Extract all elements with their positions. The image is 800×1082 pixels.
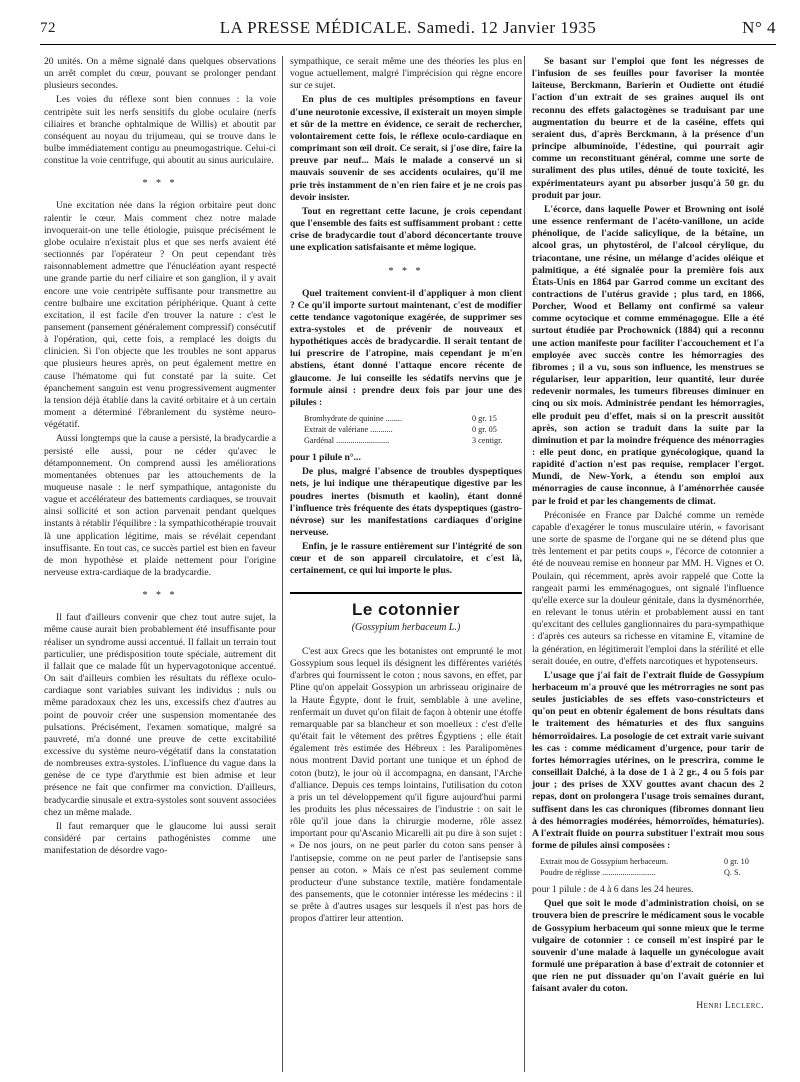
formula-row: [290, 424, 522, 435]
paragraph: pour 1 pilule : de 4 à 6 dans les 24 heures.: [532, 884, 694, 896]
paragraph: Il faut d'ailleurs convenir que chez tout autre sujet, la même cause aurait bien probablement été insuffisante pour réaliser un syndrome aussi accentué. Il fallait un terrain tout particulier, une prédisposition toute spéciale, autrement dit il fallait que ce malade fût un hypervagotonique accentué. On sait d'ailleurs combien les résultats du réflexe oculo-cardiaque sont variables suivant les individus : nuls ou même paradoxaux chez les uns, excessifs chez d'autres au point de pouvoir créer une suspension momentanée des pulsations. Précisément, l'examen somatique, malgré sa pauvreté, m'a donné une preuve de cette excitabilité excessive du système neuro-végétatif dans la constatation de nombreuses extra-systoles. L'influence du vague dans la genèse de ce type d'arythmie est bien admise et leur présence ne fait que confirmer ma conviction. D'ailleurs, bradycardie sinusale et extra-systoles sont souvent associées chez un même malade.: [44, 612, 276, 818]
column-2: [290, 56, 522, 1076]
formula-row: [290, 413, 522, 424]
article-heading: [290, 592, 522, 634]
section-separator: [290, 267, 522, 276]
ingredient-name: Poudre de réglisse ..........................: [540, 868, 656, 878]
paragraph: Une excitation née dans la région orbitaire peut donc ralentir le cœur. Mais comment chez notre malade invoquerait-on une telle étiologie, puisque précisément le globe oculaire n'existait plus et que ses nerfs avaient été sectionnés par l'opérateur ? On peut cependant très raisonnablement admettre que l'énucléation ayant respecté une grande partie du nerf ciliaire et son ganglion, il y avait encore une voie centripète suffisante pour transmettre au centre bulbaire une excitation périphérique. Quant à cette excitation, il est facile d'en trouver la nature : c'est le pansement (pansement généralement compressif) consécutif à l'opération, qui, cette fois, a remplacé les doigts du clinicien. Si l'on objecte que les troubles ne sont apparus que plusieurs heures après, on peut également mettre en cause l'hématome qui fut constaté par la suite. Cet épanchement sanguin est venu progressivement augmenter la tension déjà établie dans la cavité orbitaire et à un certain moment a déterminé l'ébranlement du système neuro-végétatif.: [44, 200, 276, 431]
ingredient-qty: 0 gr. 10: [724, 857, 749, 867]
ingredient-qty: 0 gr. 05: [472, 425, 497, 435]
paragraph: sympathique, ce serait même une des théories les plus en vogue actuellement, malgré l'imprécision qui règne encore sur ce sujet.: [290, 56, 522, 92]
paragraph: L'usage que j'ai fait de l'extrait fluide de Gossypium herbaceum m'a prouvé que les métrorragies ne sont pas seules justiciables de ses effets vaso-constricteurs et qu'on peut en obtenir également de bons résultats dans le traitement des hématuries et des flux sanguins hémorroïdaires. La posologie de cet extrait varie suivant les cas : comme médicament d'urgence, pour tarir de fortes hémorragies utérines, on le prescrira, comme le conseillait Dalché, à la dose de 1 à 2 gr., 4 ou 5 fois par jour ; des prises de XXV gouttes avant chacun des 2 repas, dont on prolongera l'usage trois semaines durant, suffisent dans les cas chroniques (fibromes donnant lieu à des hémorragies modérées, hémorroïdes, hématuries). A l'extrait fluide on pourra substituer l'extrait mou sous forme de pilules ainsi composées :: [532, 669, 764, 851]
section-separator: [44, 591, 276, 600]
journal-title: LA PRESSE MÉDICALE. Samedi. 12 Janvier 1935: [219, 18, 597, 37]
column-1: [44, 56, 276, 1076]
ingredient-name: Extrait mou de Gossypium herbaceum.: [540, 857, 669, 867]
column-3: [532, 56, 764, 1076]
header-rule: [40, 44, 776, 45]
page-header: [40, 16, 776, 42]
paragraph: Enfin, je le rassure entièrement sur l'intégrité de son cœur et de son appareil circulatoire, et c'est là, certainement, ce qui lui importe le plus.: [290, 541, 522, 577]
author-signature: Henri Leclerc.: [696, 999, 764, 1011]
paragraph: Les voies du réflexe sont bien connues : la voie centripète suit les nerfs sensitifs du globe oculaire (nerfs ciliaires et branche ophtalmique de Willis) et aboutit par conséquent au noyau du trijumeau, qui se trouve dans le bulbe immédiatement contigu au pneumogastrique. Celui-ci constitue la voie centrifuge, qui aboutit au sinus auriculaire.: [44, 94, 276, 167]
formula-row: [290, 435, 522, 446]
paragraph: Tout en regrettant cette lacune, je crois cependant que l'ensemble des faits est suffisamment probant : cette crise de bradycardie tout d'abord déconcertante trouve une explication satisfaisante et même logique.: [290, 205, 522, 254]
column-divider-2: [524, 56, 525, 1072]
article-title: Le cotonnier: [351, 599, 460, 619]
article-subtitle: (Gossypium herbaceum L.): [351, 621, 461, 633]
paragraph: Quel traitement convient-il d'appliquer à mon client ? Ce qu'il importe surtout maintenant, c'est de modifier cette tendance vagotonique exagérée, de supprimer ses extra-systoles et de prévenir de nouveaux et hypothétiques accès de bradycardie. Il serait tentant de lui prescrire de l'atropine, mais cependant je m'en abstiens, étant donné l'attaque encore récente de glaucome. Je lui conseille les sédatifs nervins que je formule ainsi : prendre deux fois par jour une des pilules :: [290, 287, 522, 408]
ingredient-name: Gardénal ..........................: [304, 436, 390, 446]
paragraph: Quel que soit le mode d'administration choisi, on se trouvera bien de prescrire le médicament sous le vocable de Gossypium herbaceum qui sonne mieux que le terme vulgaire de cotonnier : ce conseil m'est inspiré par le souvenir d'une malade à laquelle un gynécologue avait formulé une préparation à base d'extrait de cotonnier et que rien ne put dissuader qu'on l'avait guérie en lui faisant avaler du coton.: [532, 898, 764, 995]
prescription-formula: [290, 413, 522, 446]
column-divider-1: [282, 56, 283, 1072]
paragraph: Préconisée en France par Dalché comme un remède capable d'exagérer le tonus musculaire utérin, « favorisant une sorte de spasme de l'organe qui ne se détend plus que très lentement et par petits coups », l'écorce de cotonnier a été de nouveau remise en honneur par MM. H. Vignes et O. Poulain, qui récemment, après avoir rappelé que Cotte la rangeait parmi les emménagogues, ont signalé l'influence qu'elle exerce sur la douleur génitale, dans la dysménorrhée, en relevant le tonus utérin et probablement aussi en tant qu'excitant des cellules ganglionnaires du para-sympathique : d'après ces auteurs sa richesse en vitamine E, vitamine de la génération, en légitimerait l'emploi dans la stérilité et elle serait douée, en outre, d'effets narcotiques et hypotenseurs.: [532, 509, 764, 667]
issue-number: N° 4: [742, 18, 776, 37]
paragraph: Aussi longtemps que la cause a persisté, la bradycardie a persisté elle aussi, pour ne céder qu'avec le détamponnement. On comprend aussi les améliorations momentanées obtenues par les attouchements de la muqueuse nasale : le nerf sympathique, antagoniste du vague et accélérateur des battements cardiaques, se trouvait ainsi sollicité et son action parvenait pendant quelques instants à rétablir l'équilibre : la sympathicothérapie trouvait là une application légitime, mais se révélait cependant insuffisante. En tout cas, ce succès partiel est bien en faveur de mon hypothèse et plaide nettement pour l'origine nerveuse extra-cardiaque de la bradycardie.: [44, 433, 276, 579]
paragraph: C'est aux Grecs que les botanistes ont emprunté le mot Gossypium sous lequel ils désignent les différentes variétés d'arbres qui fournissent le coton ; nous savons, en effet, par Pline qu'on appelait Gossypion un arbrisseau originaire de la Haute Égypte, dont le fruit, semblable à une aveline, renfermait un duvet qu'on filait de façon à obtenir une étoffe remarquable par sa blancheur et son moelleux : c'est d'elle qu'était fait le vêtement des prêtres Égyptiens ; elle était également très estimée des Hébreux : les Paralipomènes nous montrent David portant une tunique et un éphod de coton (butz), le jour où il accompagna, en dansant, l'Arche d'alliance. Depuis ces temps lointains, l'utilisation du coton a pris un tel développement qu'il figure aujourd'hui parmi les produits les plus nécessaires de l'industrie : on sait le rôle qu'il joue dans la chirurgie moderne, rôle assez important pour qu'Ascanio Micarelli ait pu dire à son sujet : « De nos jours, on ne peut parler du coton sans penser à l'antisepsie, comme on ne peut parler de l'antisepsie sans penser au coton. » Mais ce n'est pas seulement comme producteur d'une substance textile, matière fondamentale des pansements, que le cotonnier intéresse les médecins : il se prête à d'autres usages sur lesquels il n'est pas hors de propos d'attirer leur attention.: [290, 645, 522, 925]
ingredient-name: Extrait de valériane ...........: [304, 425, 393, 435]
section-separator: [44, 179, 276, 188]
paragraph: Il faut remarquer que le glaucome lui aussi serait considéré par certains pathogénistes comme une manifestation de désordre vago-: [44, 820, 276, 857]
paragraph: pour 1 pilule n°...: [290, 452, 361, 464]
formula-row: [532, 867, 764, 878]
paragraph: 20 unités. On a même signalé dans quelques observations un arrêt complet du cœur, pouvant se prolonger pendant plusieurs secondes.: [44, 56, 276, 92]
formula-row: [532, 856, 764, 867]
paragraph: En plus de ces multiples présomptions en faveur d'une neurotonie excessive, il existerait un moyen simple et sûr de la mettre en évidence, ce serait de rechercher, volontairement cette fois, le réflexe oculo-cardiaque en comprimant son œil droit. Ce serait, si j'ose dire, faire la preuve par neuf... Mais le malade a conservé un si mauvais souvenir de ses accidents oculaires, qu'il me prie très instamment de n'en rien faire et je ne crois pas devoir insister.: [290, 94, 522, 203]
prescription-formula: [532, 856, 764, 878]
stars-glyph: * * *: [388, 265, 424, 277]
paragraph: Se basant sur l'emploi que font les négresses de l'infusion de ses feuilles pour favoriser la montée laiteuse, Berckmann, Barierin et Oudiette ont étudié l'action d'un extrait de ses graines auquel ils ont reconnu des effets galactogènes se traduisant par une augmentation du beurre et de la caséine, effets qui seraient dus, d'après Berckmann, à la présence d'un principe albuminoïde, l'édestine, qui pourrait agir comme un reconstituant général, comme une sorte de suraliment des plus utiles, dénué de toute toxicité, les expérimentateurs ayant pu absorber jusqu'à 50 gr. du produit par jour.: [532, 56, 764, 201]
paragraph: L'écorce, dans laquelle Power et Browning ont isolé une essence renfermant de l'acéto-vanillone, un acide phénolique, de l'acide salicylique, de la bétaïne, un alcool gras, un phytostérol, de l'alcool cérylique, du triacontane, une résine, un mélange d'acides oléique et palmitique, a été signalée pour la première fois aux États-Unis en 1864 par Garrod comme un excitant des contractions de l'utérus gravide ; plus tard, en 1866, Porcher, Wood et Bellamy ont confirmé sa valeur comme ocytocique et comme emménagogue. Elle a été surtout étudiée par Prochownick (1884) qui a reconnu une action manifeste pour faciliter l'accouchement et l'a employée avec succès contre les hémorragies des fibromes ; il a vu, sous son influence, les menstrues se régulariser, leur apparition, leur quantité, leur durée redevenir normales, les tumeurs fibreuses diminuer en cinq ou six mois. Administrée pendant les hémorragies, elle produit peu d'effet, mais si on la prescrit aussitôt après, son action se traduit dans la suite par la diminution et par la moindre fréquence des ménorragies : elle peut donc, en pratique gynécologique, quand la rapidité d'action n'est pas requise, remplacer l'ergot. Mundi, de New-York, a étendu son emploi aux ménorragies de cause inconnue, à l'aménorrhée causée par le froid et par les changements de climat.: [532, 203, 764, 507]
ingredient-qty: 0 gr. 15: [472, 414, 497, 424]
stars-glyph: * * *: [142, 590, 178, 602]
ingredient-qty: 3 centigr.: [472, 436, 503, 446]
paragraph: De plus, malgré l'absence de troubles dyspeptiques nets, je lui indique une thérapeutique digestive par les poudres inertes (bismuth et kaolin), étant donné l'influence très fréquente des états dyspeptiques (gastro-névrose) sur les manifestations cardiaques d'origine nerveuse.: [290, 466, 522, 538]
ingredient-qty: Q. S.: [724, 868, 741, 878]
ingredient-name: Bromhydrate de quinine ........: [304, 414, 403, 424]
stars-glyph: * * *: [142, 178, 178, 190]
page-number: 72: [40, 20, 56, 36]
